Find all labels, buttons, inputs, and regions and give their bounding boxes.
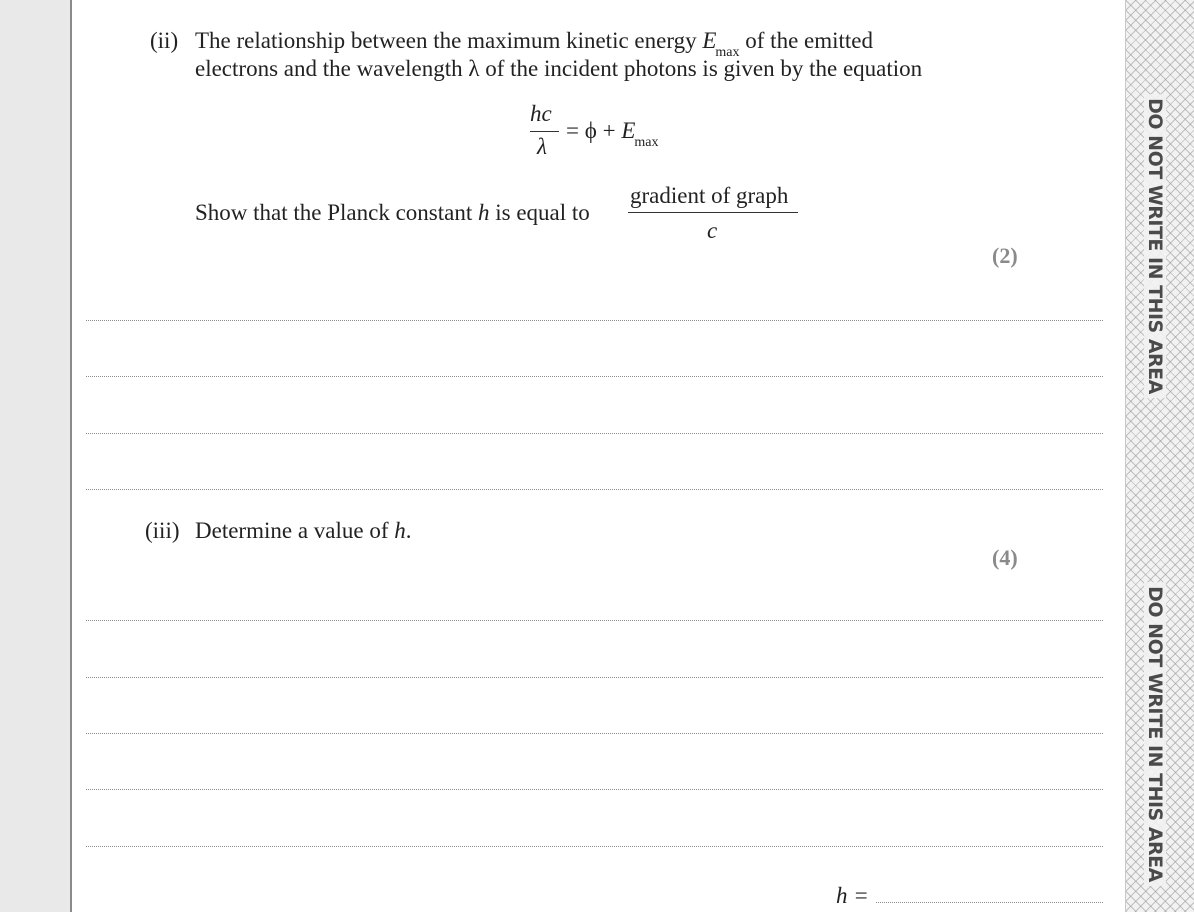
equation-numerator: hc (530, 101, 552, 126)
part-ii-marks: (2) (992, 243, 1018, 268)
answer-line[interactable] (86, 620, 1103, 621)
answer-line[interactable] (86, 433, 1103, 434)
h-answer-label: h = (836, 883, 869, 908)
gradient-fraction-denominator: c (707, 218, 718, 243)
h-answer-line[interactable] (876, 902, 1103, 903)
answer-line[interactable] (86, 677, 1103, 678)
answer-line[interactable] (86, 846, 1103, 847)
part-ii-line-1: The relationship between the maximum kinetic energy $E_{max}$ of the emitted (195, 28, 874, 60)
gradient-fraction-bar (628, 212, 798, 213)
part-ii-label: (ii) (150, 28, 179, 53)
margin-warning-text: DO NOT WRITE IN THIS AREA (1144, 582, 1166, 886)
show-that-text: Show that the Planck constant h is equal to (195, 200, 590, 225)
equation-rhs: = $\phi + E_{max}$ (566, 118, 659, 150)
equation-fraction-bar (530, 131, 559, 132)
part-iii-text: Determine a value of h. (195, 518, 412, 543)
part-iii-marks: (4) (992, 545, 1018, 570)
answer-line[interactable] (86, 320, 1103, 321)
margin-warning-text: DO NOT WRITE IN THIS AREA (1144, 94, 1166, 398)
answer-line[interactable] (86, 789, 1103, 790)
part-ii-line-2: electrons and the wavelength λ of the incident photons is given by the equation (195, 56, 923, 81)
equation-denominator: λ (537, 134, 547, 159)
gradient-fraction-numerator: gradient of graph (630, 183, 789, 208)
answer-line[interactable] (86, 733, 1103, 734)
answer-line[interactable] (86, 489, 1103, 490)
answer-line[interactable] (86, 376, 1103, 377)
part-iii-label: (iii) (145, 518, 180, 543)
